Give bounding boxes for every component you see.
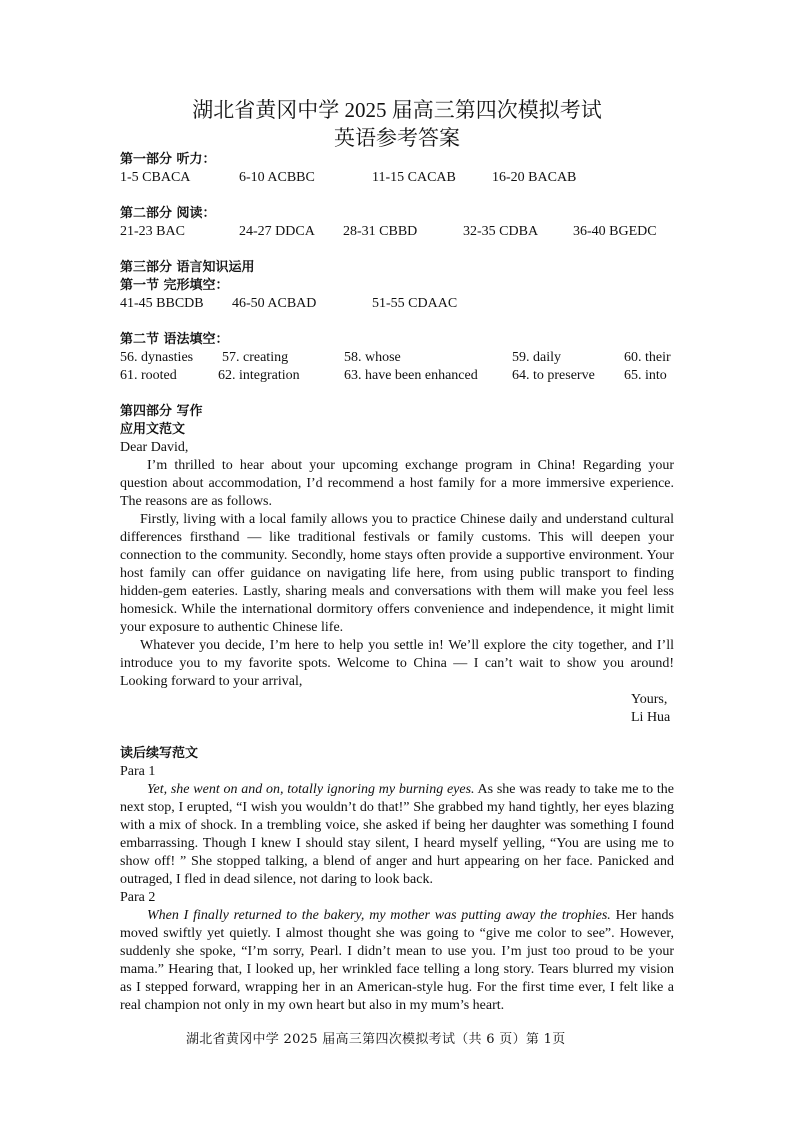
answer-group: 46-50 ACBAD bbox=[232, 296, 317, 311]
letter-greeting: Dear David, bbox=[120, 440, 189, 455]
para2-body: Her hands moved swiftly yet quietly. I almost thought she was going to “give me color to see”. However, suddenly she spoke, “I’m sorry, Pearl. I didn’t mean to use you. I’m just too proud to be your mama.” Hearing that, I looked up, her wrinkled face telling a long story. Tears blurred my vision as I stepped forward, wrapping her in an American-style hug. For the first time ever, I felt like a real champion not only in my own heart but also in my mum’s heart. bbox=[120, 908, 674, 1013]
answer-group: 21-23 BAC bbox=[120, 224, 185, 239]
letter-signature: Li Hua bbox=[631, 710, 671, 725]
grammar-answer: 63. have been enhanced bbox=[344, 368, 478, 383]
answer-group: 11-15 CACAB bbox=[372, 170, 456, 185]
grammar-answer: 57. creating bbox=[222, 350, 289, 365]
letter-paragraph: I’m thrilled to hear about your upcoming exchange program in China! Regarding your question about accommodation, I’d recommend a host family for a more immersive experience. The reasons are as follows. bbox=[120, 458, 674, 509]
answer-group: 36-40 BGEDC bbox=[573, 224, 657, 239]
answer-group: 28-31 CBBD bbox=[343, 224, 418, 239]
section1-heading: 第一节 完形填空： bbox=[120, 278, 229, 293]
grammar-answer: 59. daily bbox=[512, 350, 561, 365]
part4-heading: 第四部分 写作 bbox=[120, 404, 203, 419]
para1-label: Para 1 bbox=[120, 764, 156, 779]
letter-closing: Yours, bbox=[631, 692, 668, 707]
letter-paragraph: Whatever you decide, I’m here to help you settle in! We’ll explore the city together, and I’ll introduce you to my favorite spots. Welcome to China — I can’t wait to show you around! Looking forward to your arrival, bbox=[120, 638, 674, 689]
part3-heading: 第三部分 语言知识运用 bbox=[120, 260, 255, 275]
continuation-heading: 读后续写范文 bbox=[120, 746, 199, 761]
grammar-answer: 65. into bbox=[624, 368, 667, 383]
page-footer: 湖北省黄冈中学 2025 届高三第四次模拟考试（共 6 页）第 1页 bbox=[186, 1032, 566, 1047]
section2-heading: 第二节 语法填空： bbox=[120, 332, 229, 347]
para2-label: Para 2 bbox=[120, 890, 156, 905]
part2-heading: 第二部分 阅读： bbox=[120, 206, 216, 221]
answer-group: 1-5 CBACA bbox=[120, 170, 191, 185]
answer-key-title: 英语参考答案 bbox=[334, 126, 460, 150]
para1-text bbox=[120, 781, 674, 889]
letter-body bbox=[120, 457, 674, 691]
para2-lead-sentence: When I finally returned to the bakery, my mother was putting away the trophies. bbox=[147, 908, 611, 923]
answer-group: 6-10 ACBBC bbox=[239, 170, 315, 185]
answer-group: 24-27 DDCA bbox=[239, 224, 315, 239]
letter-heading: 应用文范文 bbox=[120, 422, 186, 437]
answer-group: 16-20 BACAB bbox=[492, 170, 577, 185]
answer-group: 32-35 CDBA bbox=[463, 224, 539, 239]
grammar-answer: 64. to preserve bbox=[512, 368, 595, 383]
para1-lead-sentence: Yet, she went on and on, totally ignoring my burning eyes. bbox=[147, 782, 475, 797]
grammar-answer: 60. their bbox=[624, 350, 671, 365]
answer-group: 51-55 CDAAC bbox=[372, 296, 458, 311]
grammar-answer: 58. whose bbox=[344, 350, 401, 365]
answer-group: 41-45 BBCDB bbox=[120, 296, 204, 311]
part1-heading: 第一部分 听力： bbox=[120, 152, 216, 167]
grammar-answer: 62. integration bbox=[218, 368, 300, 383]
grammar-answer: 56. dynasties bbox=[120, 350, 194, 365]
para1-body: As she was ready to take me to the next stop, I erupted, “I wish you wouldn’t do that!” She grabbed my hand tightly, her eyes blazing with a mix of shock. In a trembling voice, she asked if being her daughter was something I found embarrassing. Though I knew I should stay silent, I heard myself yelling, “You are using me to show off! ” She stopped talking, a blend of anger and hurt appearing on her face. Panicked and outraged, I fled in dead silence, not daring to look back. bbox=[120, 782, 674, 887]
grammar-answer: 61. rooted bbox=[120, 368, 177, 383]
letter-paragraph: Firstly, living with a local family allows you to practice Chinese daily and understand cultural differences firsthand — like traditional festivals or family customs. This will deepen your connection to the community. Secondly, home stays often provide a supportive environment. Your host family can offer guidance on navigating life here, from using public transport to finding hidden-gem eateries. Lastly, sharing meals and conversations with them will make you feel less homesick. While the international dormitory offers convenience and independence, it might limit your exposure to authentic Chinese life. bbox=[120, 512, 674, 635]
exam-title: 湖北省黄冈中学 2025 届高三第四次模拟考试 bbox=[192, 98, 602, 122]
para2-text bbox=[120, 907, 674, 1015]
